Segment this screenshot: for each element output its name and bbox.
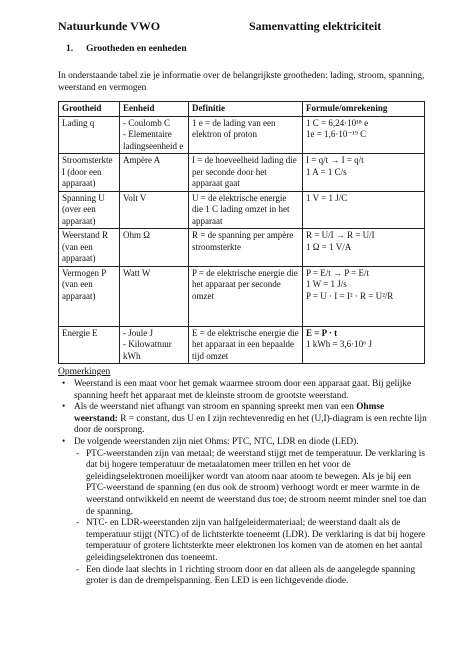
dash-icon: - — [76, 448, 80, 459]
unit-cell: Ohm Ω — [120, 229, 189, 267]
table-row — [59, 326, 425, 364]
table-header: Formule/omrekening — [303, 102, 425, 117]
bullet-icon: • — [62, 379, 66, 389]
quantity-cell: Energie E — [59, 326, 120, 364]
table-header: Definitie — [189, 102, 303, 117]
list-item — [58, 565, 428, 588]
definition-cell: R = de spanning per ampère stroomsterkte — [189, 229, 303, 267]
header-title: Samenvatting elektriciteit — [249, 19, 382, 33]
formula-line: 1 Ω = 1 V/A — [306, 241, 352, 252]
dash-icon: - — [76, 518, 80, 529]
dash-icon: - — [76, 564, 80, 575]
quantities-table — [58, 101, 425, 364]
note-text: De volgende weerstanden zijn niet Ohms: PTC, NTC, LDR en diode (LED). — [74, 436, 359, 447]
formula-line: E = P · t — [306, 327, 338, 338]
unit-line: - Elementaire ladingseenheid e — [123, 129, 184, 151]
formula-line: 1 kWh = 3,6·10⁶ J — [306, 339, 372, 349]
unit-cell: Volt V — [120, 191, 189, 229]
unit-line: - Kilowattuur kWh — [123, 339, 172, 361]
table-row — [59, 266, 425, 326]
unit-line: - Coulomb C — [123, 117, 171, 128]
notes-heading: Opmerkingen — [58, 367, 111, 377]
formula-line: 1e = 1,6·10⁻¹⁹ C — [306, 129, 367, 139]
formula-cell — [303, 266, 425, 326]
formula-line: 1 A = 1 C/s — [306, 166, 347, 177]
bullet-icon: • — [62, 402, 66, 413]
section-title: Grootheden en eenheden — [86, 44, 187, 54]
note-text: R = constant, dus U en I zijn rechtevenredig en het (U,I)-diagram is een rechte lijn door de oorsprong. — [74, 413, 427, 436]
formula-line: I = q/t → I = q/t — [306, 155, 364, 165]
formula-cell: 1 V = 1 J/C — [303, 191, 425, 229]
table-row — [59, 154, 425, 192]
quantity-cell: Vermogen P (van een apparaat) — [59, 266, 120, 326]
note-text: PTC-weerstanden zijn van metaal; de weerstand stijgt met de temperatuur. De verklaring is dat bij hogere temperatuur de metaalatomen meer trillen en het voor de geleidingselektronen moeilijker wordt van atoom naar atoom te bewegen. Als je bij een PTC-weerstand de spanning (en dus ook de stroom) verhoogt wordt er meer warmte in de weerstand ontwikkeld en neemt de weerstand dus toe; de stroom neemt minder snel toe dan de spanning. — [86, 448, 427, 517]
formula-cell — [303, 326, 425, 364]
list-item — [58, 379, 428, 402]
definition-cell: I = de hoeveelheid lading die per seconde door het apparaat gaat — [189, 154, 303, 192]
note-text: Een diode laat slechts in 1 richting stroom door en dat alleen als de aangelegde spanning groter is dan de drempelspanning. Een LED is een lichtgevende diode. — [86, 564, 416, 587]
definition-cell: P = de elektrische energie die het apparaat per seconde omzet — [189, 266, 303, 326]
unit-line: - Joule J — [123, 327, 153, 338]
definition-cell: U = de elektrische energie die 1 C lading omzet in het apparaat — [189, 191, 303, 229]
section-number: 1. — [66, 44, 74, 54]
formula-cell — [303, 229, 425, 267]
intro-paragraph: In onderstaande tabel zie je informatie over de belangrijkste grootheden: lading, stroom, spanning, weerstand en vermogen — [58, 71, 425, 93]
quantity-cell: Spanning U (over een apparaat) — [59, 191, 120, 229]
section-heading — [66, 44, 187, 54]
notes-list — [58, 379, 428, 588]
quantity-cell: Lading q — [59, 116, 120, 154]
formula-line: 1 W = 1 J/s — [306, 279, 347, 289]
formula-cell — [303, 116, 425, 154]
note-text: NTC- en LDR-weerstanden zijn van halfgeleidermateriaal; de weerstand daalt als de temperatuur stijgt (NTC) of de lichtsterkte toeneemt (LDR). De verklaring is dat bij hogere temperatuur of grotere lichtsterkte meer elektronen los komen van de atomen en het aantal geleidingselektronen dus toeneemt. — [86, 518, 426, 563]
table-header: Grootheid — [59, 102, 120, 117]
list-item — [58, 437, 428, 449]
note-text: Als de weerstand niet afhangt van stroom en spanning spreekt men van een — [74, 402, 357, 413]
formula-line: 1 C = 6,24·10¹⁸ e — [306, 117, 369, 128]
definition-cell: 1 e = de lading van een elektron of proton — [189, 116, 303, 154]
list-item — [58, 402, 428, 437]
formula-line: R = U/I → R = U/I — [306, 230, 375, 240]
formula-cell — [303, 154, 425, 192]
table-header: Eenheid — [120, 102, 189, 117]
bullet-icon: • — [62, 436, 66, 447]
unit-cell: Watt W — [120, 266, 189, 326]
table-row — [59, 191, 425, 229]
formula-line: P = U · I = I² · R = U²/R — [306, 290, 394, 301]
note-bold-term: Ohmse weerstand: — [74, 402, 385, 424]
list-item — [58, 449, 428, 519]
table-row — [59, 116, 425, 154]
unit-cell — [120, 116, 189, 154]
unit-cell: Ampère A — [120, 154, 189, 192]
definition-cell: E = de elektrische energie die het apparaat in een bepaalde tijd omzet — [189, 326, 303, 364]
table-row — [59, 229, 425, 267]
formula-line: P = E/t → P = E/t — [306, 267, 369, 278]
table-header-row — [59, 102, 425, 117]
unit-cell — [120, 326, 189, 364]
note-text: Weerstand is een maat voor het gemak waarmee stroom door een apparaat gaat. Bij gelijke spanning heeft het apparaat met de kleinste stroom de grootste weerstand. — [74, 379, 412, 401]
header-subject: Natuurkunde VWO — [58, 19, 161, 33]
list-item — [58, 518, 428, 564]
quantity-cell: Stroomsterkte I (door een apparaat) — [59, 154, 120, 192]
quantity-cell: Weerstand R (van een apparaat) — [59, 229, 120, 267]
